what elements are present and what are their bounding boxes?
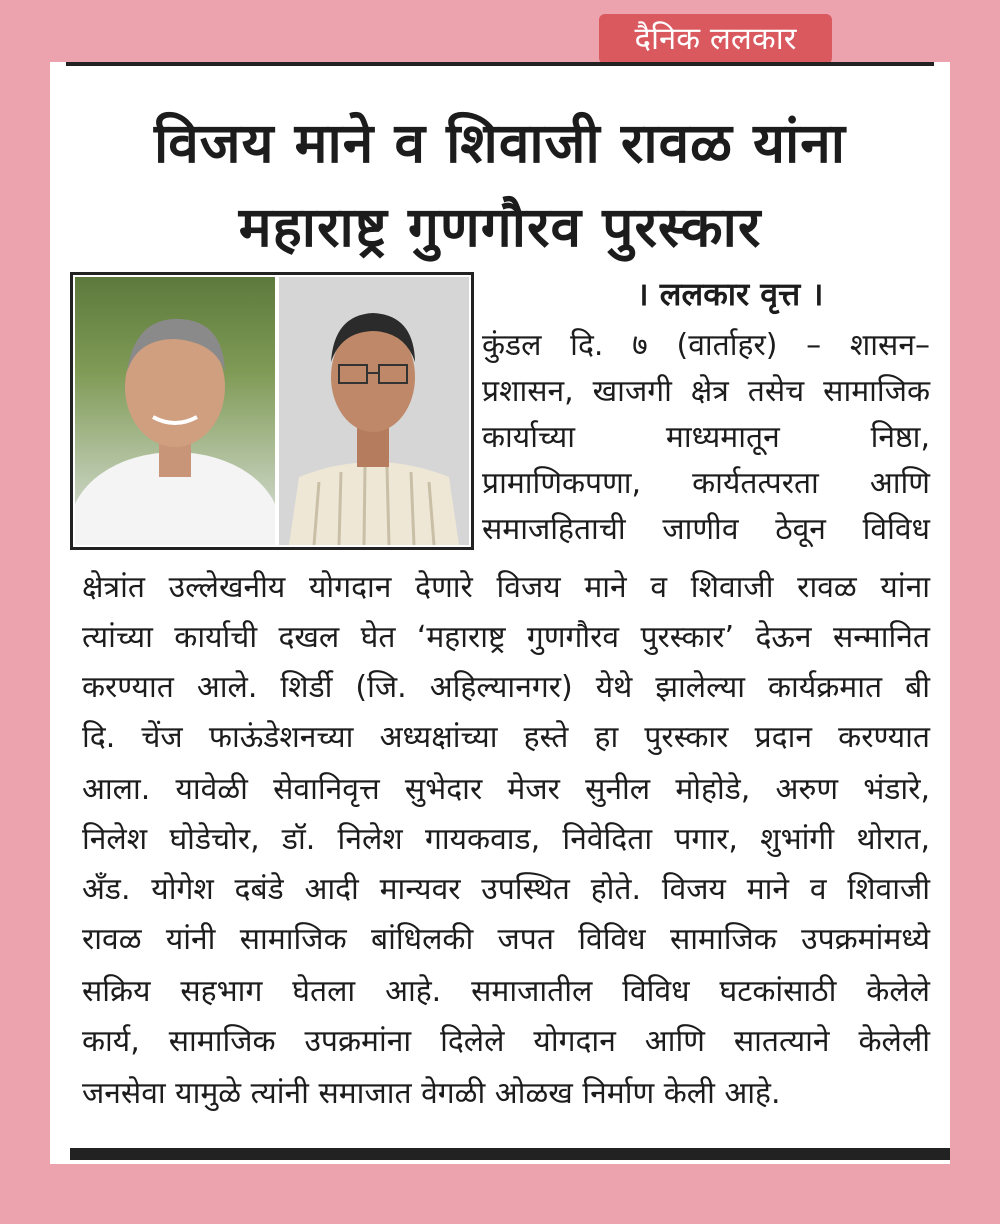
headline-line-1: विजय माने व शिवाजी रावळ यांना (153, 111, 847, 175)
body-line: सक्रिय सहभाग घेतला आहे. समाजातील विविध घटकांसाठी केलेले (82, 974, 930, 1009)
body-line: क्षेत्रांत उल्लेखनीय योगदान देणारे विजय माने व शिवाजी रावळ यांना (82, 570, 930, 605)
dateline: । ललकार वृत्त । (636, 275, 824, 313)
body-line: कार्य, सामाजिक उपक्रमांना दिलेले योगदान आणि सातत्याने केलेली (82, 1024, 930, 1059)
body-line: आला. यावेळी सेवानिवृत्त सुभेदार मेजर सुनील मोहोडे, अरुण भंडारे, (82, 772, 930, 807)
photo-shivaji-rawal (279, 277, 469, 545)
body-line: अँड. योगेश दबंडे आदी मान्यवर उपस्थित होते. विजय माने व शिवाजी (82, 872, 930, 907)
headline-line-2: महाराष्ट्र गुणगौरव पुरस्कार (238, 195, 762, 259)
body-line: करण्यात आले. शिर्डी (जि. अहिल्यानगर) येथे झालेल्या कार्यक्रमात बी (82, 670, 930, 705)
body-line: प्रामाणिकपणा, कार्यतत्परता आणि (482, 466, 930, 501)
body-line: कार्याच्या माध्यमातून निष्ठा, (482, 420, 930, 455)
body-line: समाजहिताची जाणीव ठेवून विविध (482, 512, 930, 547)
body-line: प्रशासन, खाजगी क्षेत्र तसेच सामाजिक (482, 374, 930, 409)
top-rule (66, 62, 934, 66)
body-line: दि. चेंज फाऊंडेशनच्या अध्यक्षांच्या हस्ते हा पुरस्कार प्रदान करण्यात (82, 720, 930, 755)
body-line: निलेश घोडेचोर, डॉ. निलेश गायकवाड, निवेदिता पगार, शुभांगी थोरात, (82, 822, 930, 857)
newspaper-name-badge: दैनिक ललकार (599, 14, 832, 64)
bottom-rule (70, 1148, 950, 1160)
photo-vijay-mane (75, 277, 275, 545)
body-line: रावळ यांनी सामाजिक बांधिलकी जपत विविध सामाजिक उपक्रमांमध्ये (82, 922, 930, 957)
award-winners-photo (70, 272, 474, 550)
body-line: जनसेवा यामुळे त्यांनी समाजात वेगळी ओळख निर्माण केली आहे. (82, 1076, 781, 1111)
body-line: कुंडल दि. ७ (वार्ताहर) – शासन– (482, 328, 930, 363)
body-line: त्यांच्या कार्याची दखल घेत ‘महाराष्ट्र गुणगौरव पुरस्कार’ देऊन सन्मानित (82, 620, 930, 655)
newspaper-clipping (50, 62, 950, 1164)
